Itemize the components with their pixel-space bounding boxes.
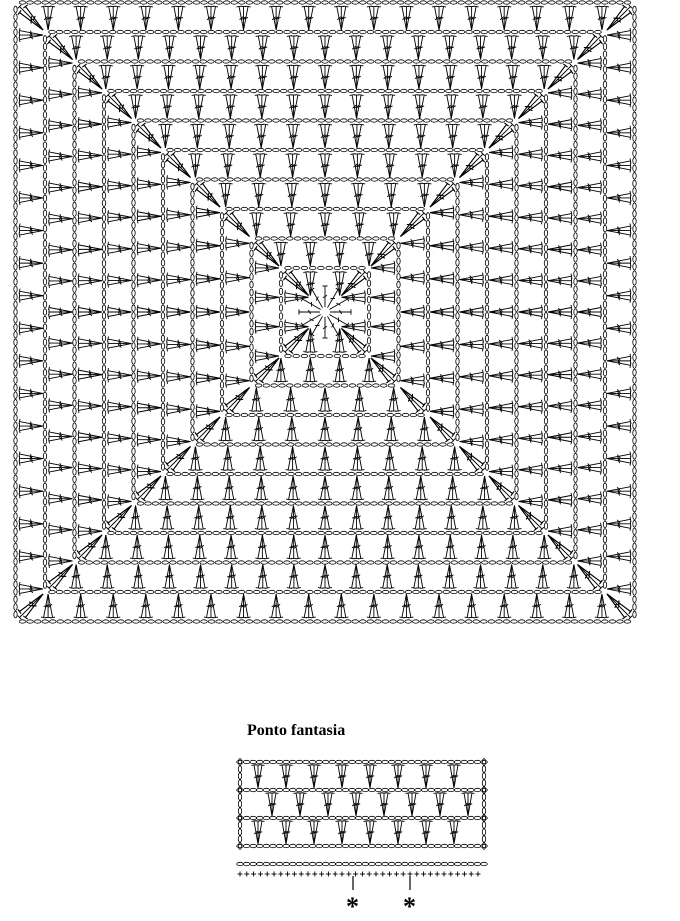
round-2 [250, 237, 400, 387]
swatch-rows [237, 759, 488, 850]
repeat-marker-left: * [346, 894, 359, 920]
round-10 [14, 1, 636, 623]
foundation-row [237, 862, 488, 876]
round-1 [279, 266, 370, 357]
repeat-marker-right: * [403, 894, 416, 920]
round-3 [220, 207, 429, 416]
stitch-pattern-chart [230, 750, 510, 890]
swatch-caption: Ponto fantasia [247, 722, 345, 740]
